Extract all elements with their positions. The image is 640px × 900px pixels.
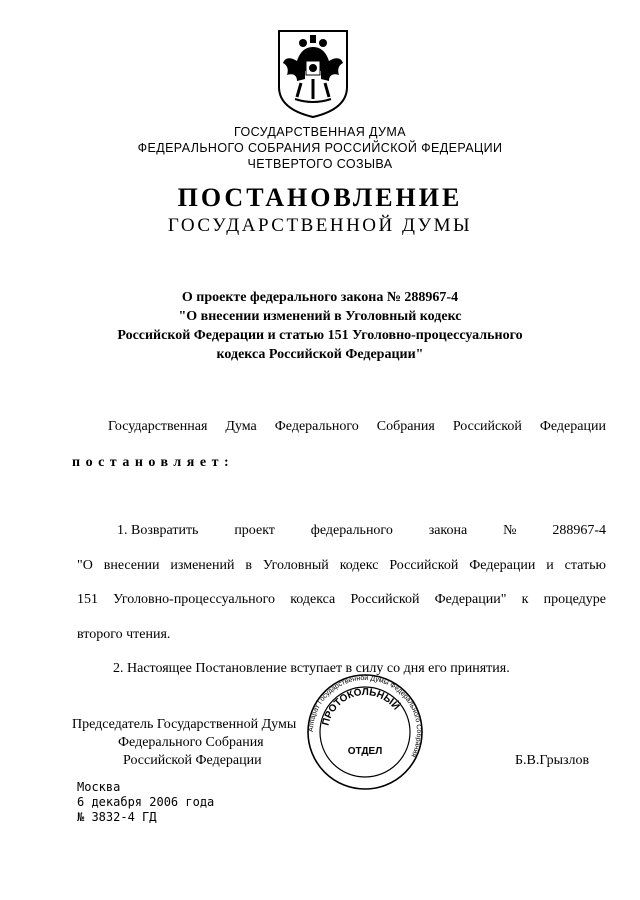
item-word: Федерации <box>469 558 536 573</box>
item-word: Уголовный <box>262 558 329 573</box>
item-word: Уголовно-процессуального <box>113 592 276 607</box>
subject-line-3: Российской Федерации и статью 151 Уголовно-процессуального <box>117 328 523 343</box>
document-subtitle: ГОСУДАРСТВЕННОЙ ДУМЫ <box>167 215 473 236</box>
item-word: Российской <box>389 558 459 573</box>
item-word: статью <box>564 558 606 573</box>
header-line-1: ГОСУДАРСТВЕННАЯ ДУМА <box>234 125 406 139</box>
official-stamp-icon <box>300 672 430 792</box>
stamp-outer-text: Аппарат Государственной Думы Федерального Собрания <box>307 674 423 759</box>
item-word: 151 <box>77 592 98 607</box>
item-word: проект <box>234 523 275 538</box>
item-word: к <box>521 592 529 607</box>
item-word: внесении <box>103 558 160 573</box>
place: Москва <box>77 780 121 794</box>
subject-line-2: "О внесении изменений в Уголовный кодекс <box>178 309 462 324</box>
item-word: "О <box>77 558 93 573</box>
intro-word: Федерации <box>539 419 606 434</box>
item-1-line-4: второго чтения. <box>77 627 171 642</box>
item-1-line-2 <box>77 558 606 574</box>
item-word: 288967-4 <box>552 523 606 538</box>
item-word: 1. Возвратить <box>117 523 199 538</box>
stamp-inner-top: ПРОТОКОЛЬНЫЙ <box>320 686 402 727</box>
signer-name: Б.В.Грызлов <box>515 753 590 768</box>
item-word: в <box>245 558 253 573</box>
intro-word: Дума <box>225 419 257 434</box>
item-word: Федерации" <box>434 592 507 607</box>
item-word: № <box>503 523 517 538</box>
signature-title-line-3: Российской Федерации <box>123 753 262 768</box>
document-title: ПОСТАНОВЛЕНИЕ <box>177 183 463 212</box>
document-date: 6 декабря 2006 года <box>77 795 215 809</box>
item-word: кодекса <box>290 592 336 607</box>
item-word: процедуре <box>543 592 606 607</box>
intro-word: Российской <box>452 419 522 434</box>
decree-word: постановляет: <box>72 455 235 470</box>
coat-of-arms-icon <box>275 27 351 121</box>
document-number: № 3832-4 ГД <box>77 810 157 824</box>
intro-word: Федерального <box>274 419 359 434</box>
header-line-2: ФЕДЕРАЛЬНОГО СОБРАНИЯ РОССИЙСКОЙ ФЕДЕРАЦИИ <box>137 141 503 155</box>
subject-line-1: О проекте федерального закона № 288967-4 <box>181 290 459 305</box>
intro-word: Собрания <box>376 419 435 434</box>
item-word: закона <box>428 523 468 538</box>
item-1-line-3 <box>77 592 606 608</box>
header-line-3: ЧЕТВЕРТОГО СОЗЫВА <box>247 157 393 171</box>
intro-paragraph <box>108 419 606 435</box>
item-word: кодекс <box>339 558 379 573</box>
subject-line-4: кодекса Российской Федерации" <box>216 347 424 362</box>
signature-title-line-1: Председатель Государственной Думы <box>72 717 297 732</box>
item-word: Российской <box>350 592 420 607</box>
item-2: 2. Настоящее Постановление вступает в силу со дня его принятия. <box>113 661 510 676</box>
item-word: федерального <box>310 523 393 538</box>
signature-title-line-2: Федерального Собрания <box>118 735 264 750</box>
item-word: изменений <box>170 558 235 573</box>
item-1-line-1 <box>117 523 606 539</box>
intro-word: Государственная <box>108 419 208 434</box>
item-word: и <box>546 558 554 573</box>
stamp-inner-bottom: ОТДЕЛ <box>347 746 383 757</box>
